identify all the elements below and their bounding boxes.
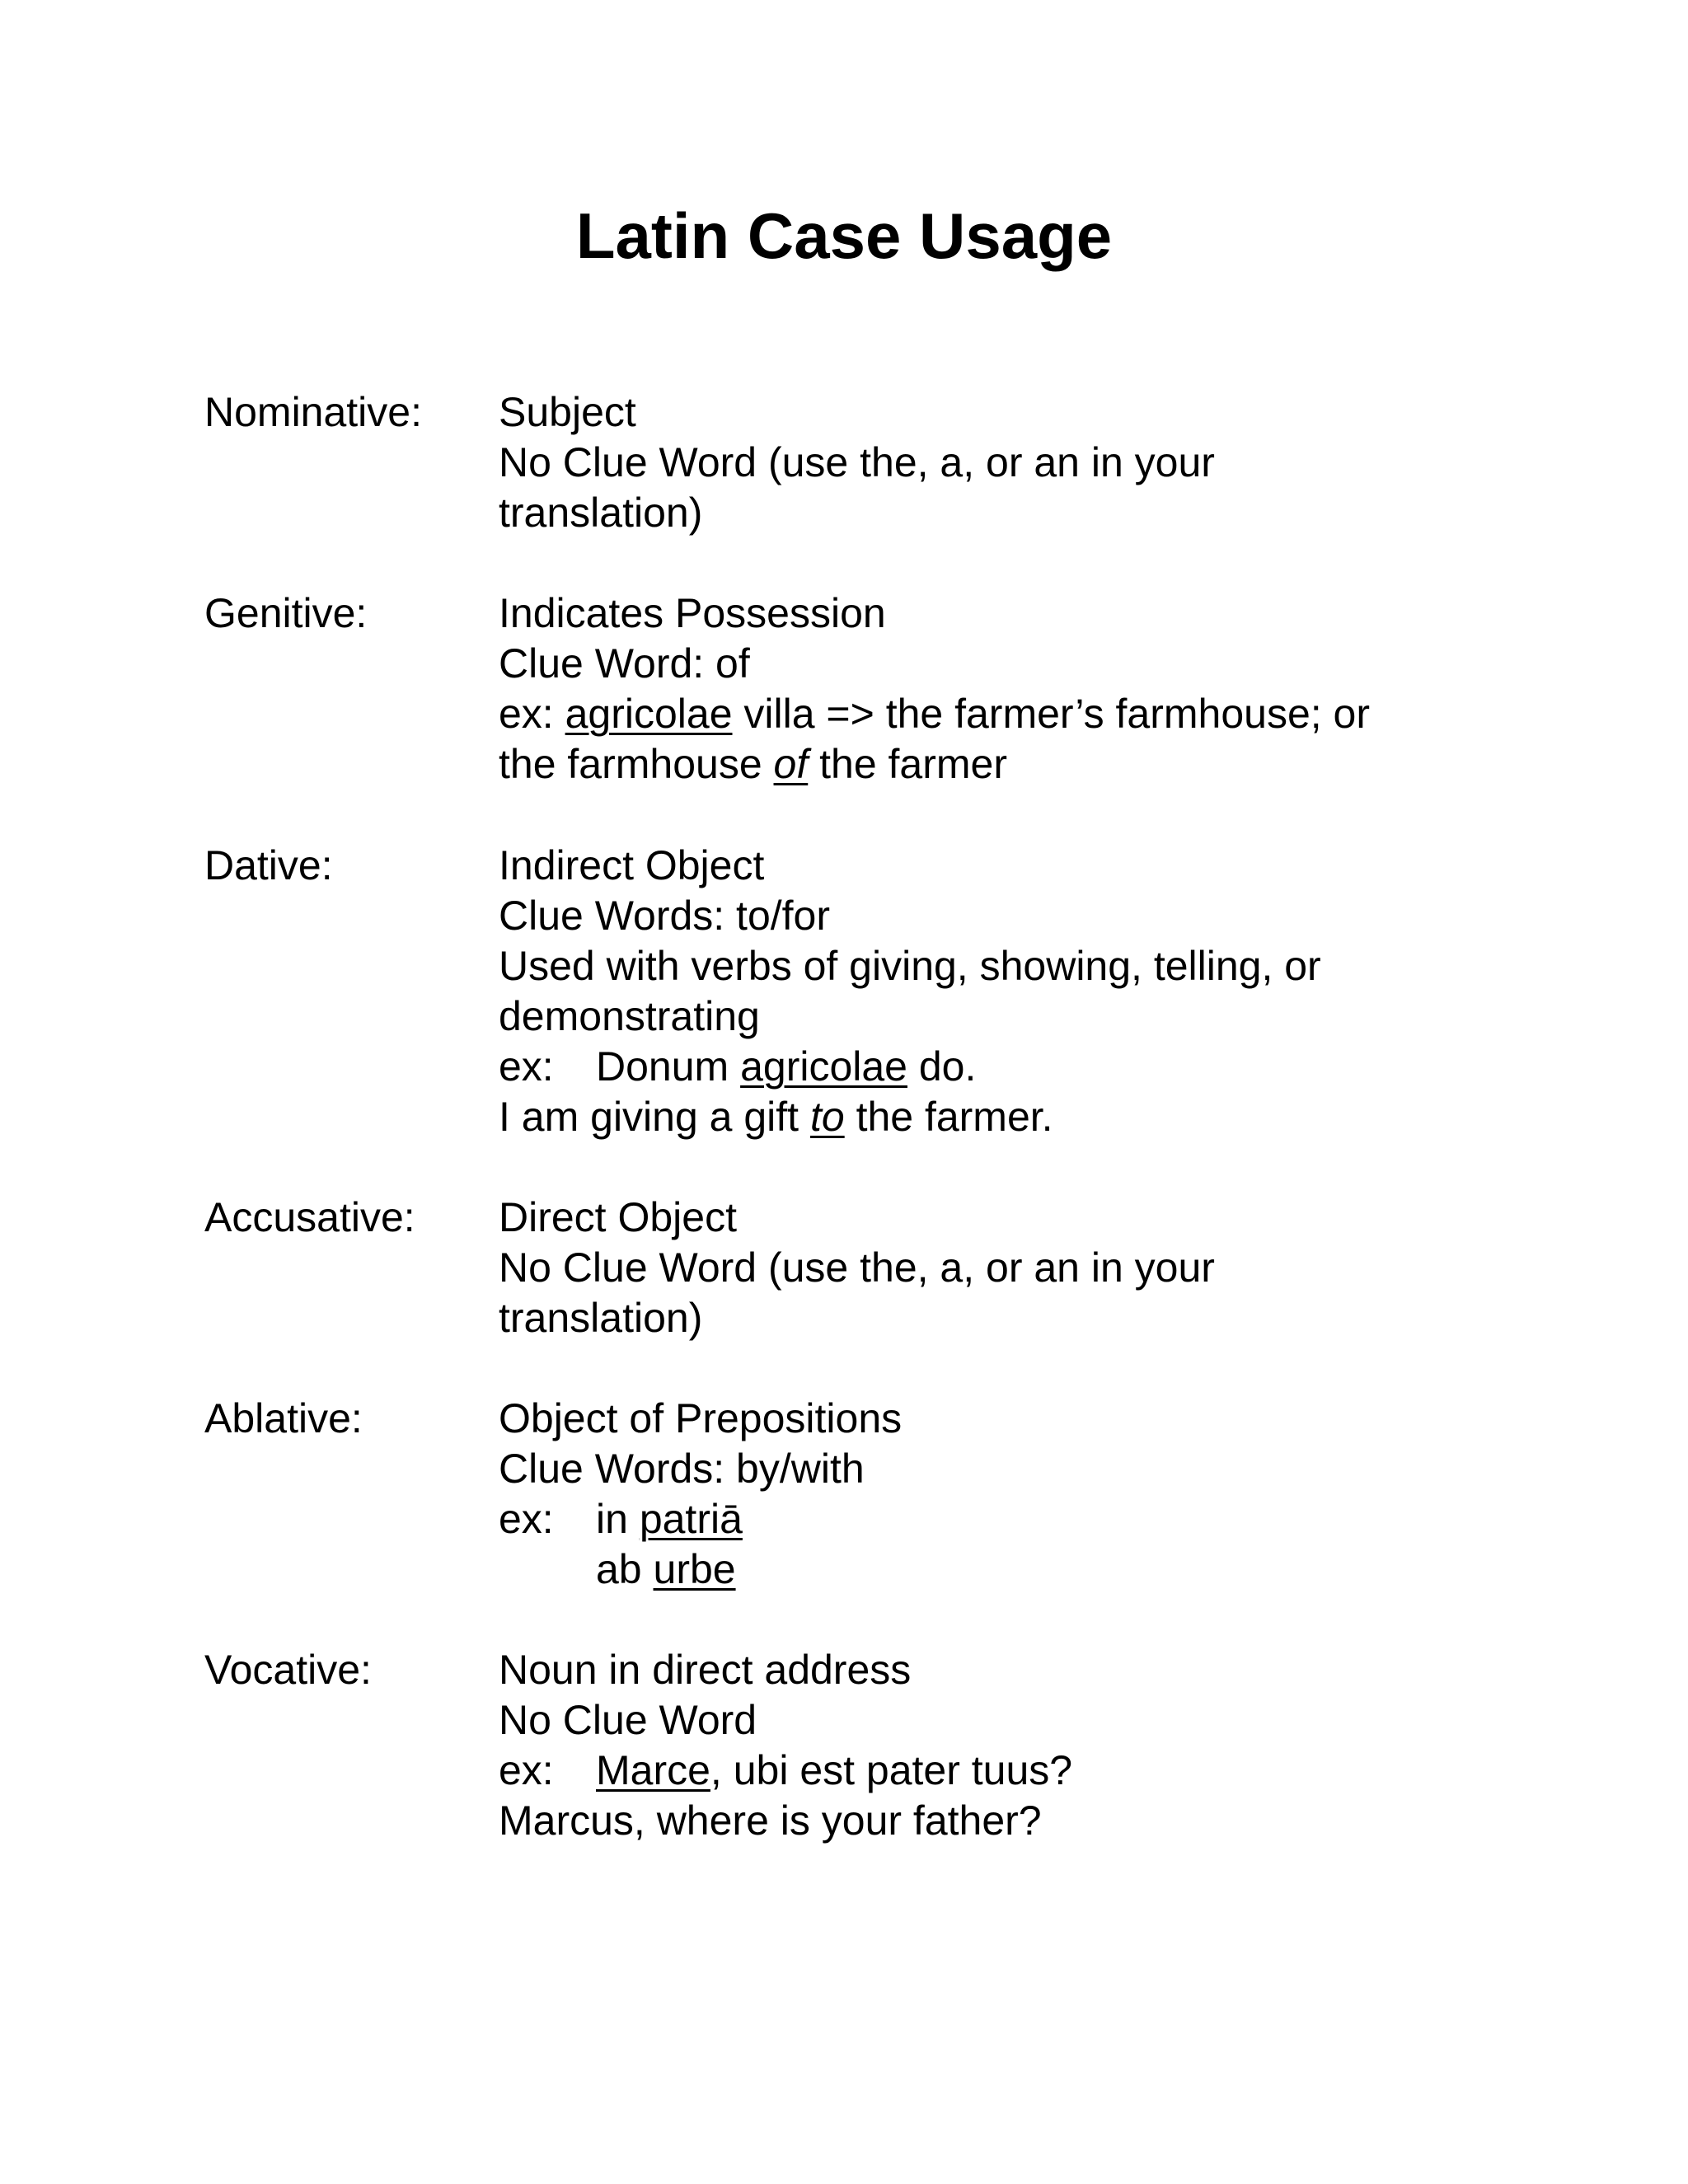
clue-line: No Clue Word [499,1697,757,1743]
case-description [499,841,1488,1142]
clue-word: to [809,1094,845,1140]
case-label: Vocative: [204,1647,372,1693]
clue-line: Clue Words: to/for [499,893,831,939]
usage-line: Noun in direct address [499,1647,912,1693]
example-text: , ubi est pater tuus? [710,1747,1073,1793]
clue-line: No Clue Word (use the, a, or an in your [499,1244,1215,1291]
example-prefix: ex: [499,691,565,737]
case-description [499,588,1488,790]
example-text: do. [907,1043,977,1090]
example-text: ab [596,1546,654,1592]
case-description [499,1193,1488,1343]
example-line [499,1544,1488,1595]
example-line [499,1746,1488,1796]
clue-line: Clue Words: by/with [499,1446,865,1492]
usage-line: Indirect Object [499,842,765,888]
translation-text: the farmer [808,741,1007,787]
note-line-continued: demonstrating [499,993,760,1039]
example-line [499,1494,1488,1544]
clue-line-continued: translation) [499,1295,703,1341]
case-label: Genitive: [204,590,368,636]
example-word: urbe [653,1546,736,1592]
example-prefix: ex: [499,1747,554,1793]
example-translation: Marcus, where is your father? [499,1797,1042,1844]
example-word: agricolae [565,691,733,737]
example-translation [499,1092,1488,1142]
example-text: villa => the farmer’s farmhouse; or [732,691,1370,737]
clue-line: No Clue Word (use the, a, or an in your [499,439,1215,485]
example-translation [499,739,1488,790]
clue-line: Clue Word: of [499,640,750,687]
example-text: Donum [596,1043,741,1090]
case-label: Dative: [204,842,333,888]
usage-line: Indicates Possession [499,590,886,636]
usage-line: Object of Prepositions [499,1395,903,1441]
page-title: Latin Case Usage [575,199,1113,272]
clue-line-continued: translation) [499,490,703,536]
case-description [499,1394,1488,1595]
example-text: in [596,1496,640,1542]
example-word: patriā [639,1496,743,1542]
case-label: Accusative: [204,1194,415,1240]
example-line [499,689,1488,739]
example-word: Marce [596,1747,710,1793]
note-line: Used with verbs of giving, showing, telling, or [499,943,1321,989]
case-label: Nominative: [204,389,422,435]
case-label: Ablative: [204,1395,363,1441]
case-description [499,387,1488,538]
usage-line: Subject [499,389,636,435]
case-description [499,1645,1488,1846]
example-prefix: ex: [499,1496,554,1542]
example-prefix: ex: [499,1043,554,1090]
translation-text: I am giving a gift [499,1094,810,1140]
example-word: agricolae [740,1043,907,1090]
translation-text: the farmhouse [499,741,774,787]
usage-line: Direct Object [499,1194,737,1240]
clue-word: of [773,741,809,787]
example-line [499,1042,1488,1092]
translation-text: the farmer. [844,1094,1053,1140]
